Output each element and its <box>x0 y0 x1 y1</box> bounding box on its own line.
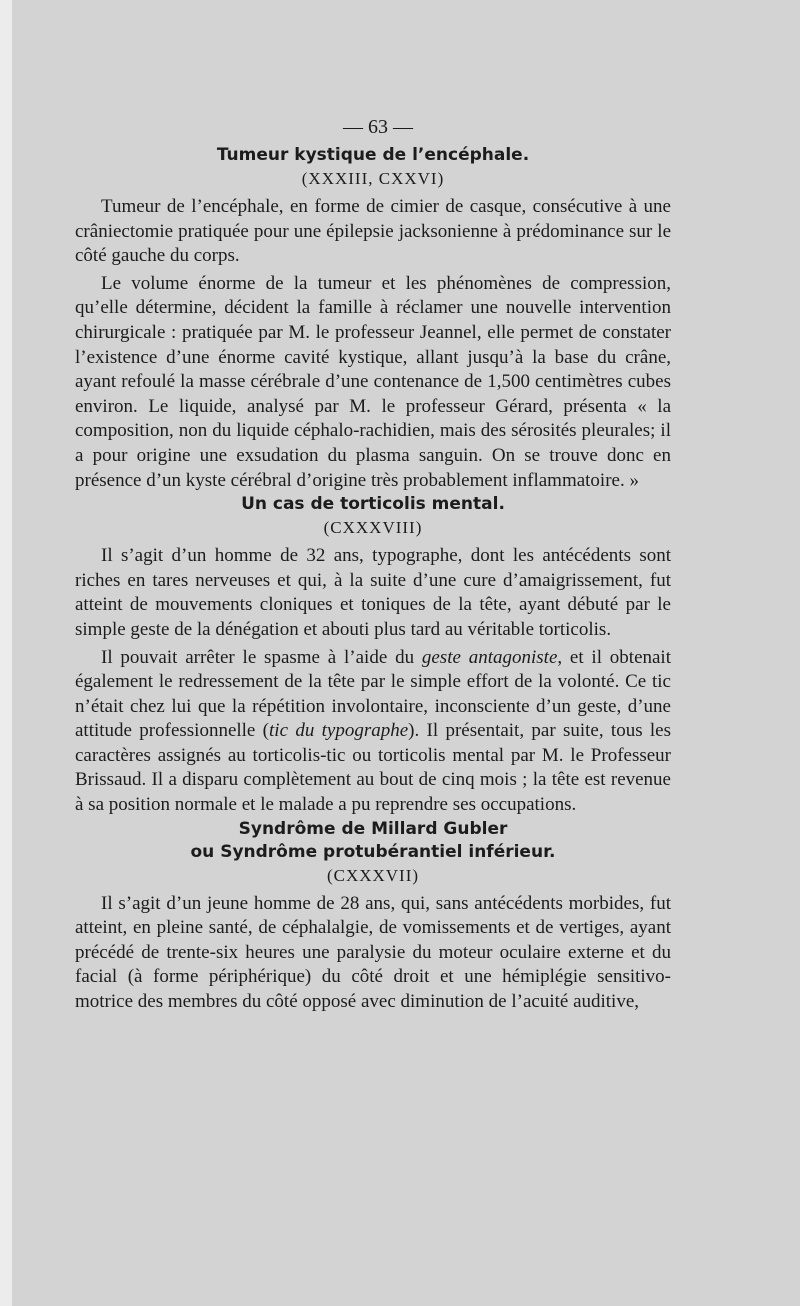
page-number: — 63 — <box>343 116 413 138</box>
section-title: Syndrôme de Millard Gubler <box>238 818 508 839</box>
text-run: Il pouvait arrêter le spasme à l’aide du <box>101 646 422 668</box>
section-title: Un cas de torticolis mental. <box>241 494 505 515</box>
document-page <box>12 0 800 1306</box>
paragraph: Il s’agit d’un homme de 32 ans, typographe, dont les antécédents sont riches en tares nerveuses et qui, à la suite d’une cure d’amaigrissement, fut atteint de mouvements cloniques et toniques de la tête, ayant débuté par le simple geste de la dénégation et abouti plus tard au véritable torticolis. <box>75 545 671 640</box>
paragraph <box>75 646 671 818</box>
section-reference: (CXXXVII) <box>326 865 420 885</box>
section-millard-gubler <box>75 818 671 1015</box>
text-run: ). Il présentait, par suite, tous les caractères assignés au torticolis-tic ou torticolis mental par M. le Professeur Brissaud. Il a disparu complètement au bout de cinq mois ; la tête est revenue à sa position normale et le malade a pu reprendre ses occupations. <box>75 720 672 816</box>
paragraph: Le volume énorme de la tumeur et les phénomènes de compression, qu’elle détermine, décident la famille à réclamer une nouvelle intervention chirurgicale : pratiquée par M. le professeur Jeannel, elle permet de constater l’existence d’une énorme cavité kystique, allant jusqu’à la base du crâne, ayant refoulé la masse cérébrale d’une contenance de 1,500 centimètres cubes environ. Le liquide, analysé par M. le professeur Gérard, présenta « la composition, non du liquide céphalo-rachidien, mais des sérosités pleurales; il a pour origine une exsudation du plasma sanguin. On se trouve donc en présence d’un kyste cérébral d’origine très probablement inflammatoire. » <box>75 272 671 491</box>
page-left-edge <box>0 0 12 1306</box>
paragraph: Tumeur de l’encéphale, en forme de cimier de casque, consécutive à une crâniectomie pratiquée pour une épilepsie jacksonienne à prédominance sur le côté gauche du corps. <box>75 196 671 267</box>
paragraph: Il s’agit d’un jeune homme de 28 ans, qui, sans antécédents morbides, fut atteint, en pleine santé, de céphalalgie, de vomissements et de vertiges, ayant précédé de trente-six heures une paralysie du moteur oculaire externe et du facial (à forme périphérique) du côté droit et une hémiplégie sensitivo-motrice des membres du côté opposé avec diminution de l’acuité auditive, <box>75 892 671 1013</box>
section-reference: (CXXXVIII) <box>323 518 423 538</box>
section-torticolis-mental <box>75 493 671 818</box>
italic-term: tic du typographe <box>269 720 409 742</box>
italic-term: geste antagoniste <box>421 646 558 668</box>
text-run: , et il obtenait également le redressement de la tête par le simple effort de la volonté. Ce tic n’était chez lui que la répétition involontaire, inconsciente d’un geste, d’une attitude professionnelle ( <box>75 646 671 742</box>
section-reference: (XXXIII, CXXVI) <box>301 169 445 188</box>
section-title: ou Syndrôme protubérantiel inférieur. <box>190 841 556 862</box>
section-tumeur-kystique <box>75 144 671 493</box>
section-title: Tumeur kystique de l’encéphale. <box>216 145 530 165</box>
page-content <box>75 110 671 1015</box>
